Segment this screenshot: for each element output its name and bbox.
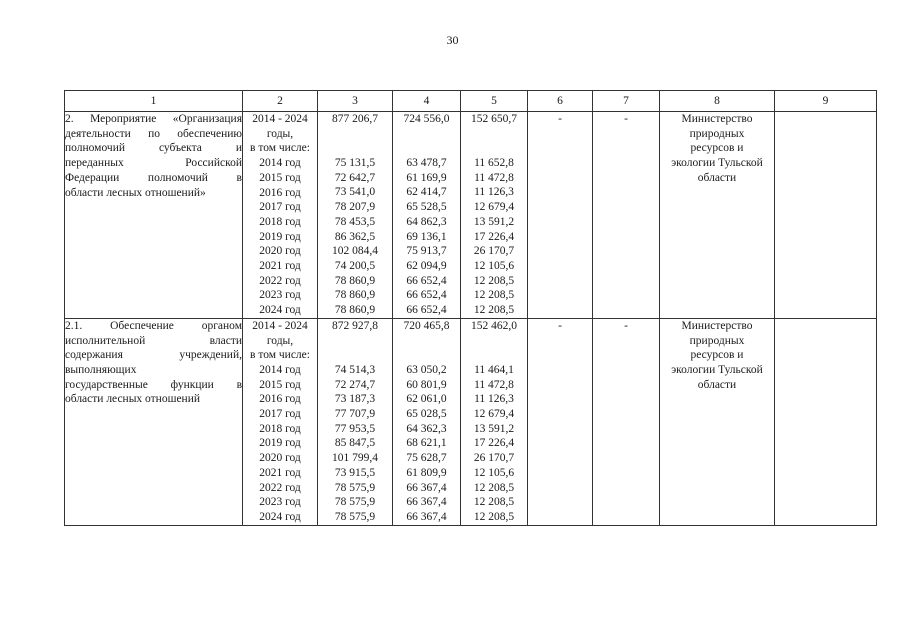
year-amount: 78 860,9 [334,304,376,317]
year-amount: 66 652,4 [406,289,447,302]
total-amount: 152 650,7 [471,113,517,125]
spacer [318,127,392,142]
spacer [393,334,460,349]
year-amount: 74 200,5 [334,260,376,272]
year-amount: 75 131,5 [334,157,376,170]
year-amount: 77 707,9 [334,408,376,421]
year-label: 2020 год [259,245,301,258]
activity-name-line: полномочий субъекта и [65,142,242,155]
spacer [393,348,460,363]
amount-cell-col3 [318,112,393,319]
year-label: 2016 год [259,186,301,199]
col6-cell [528,318,593,525]
year-amount: 11 472,8 [474,171,514,184]
header-cell: 1 [65,91,243,112]
year-label: 2015 год [259,378,301,391]
dash-value: - [558,113,562,125]
year-amount: 101 799,4 [332,452,378,465]
year-amount: 17 226,4 [473,437,515,450]
activity-row [65,318,877,525]
year-amount: 13 591,2 [473,422,515,435]
year-amount: 17 226,4 [473,230,515,243]
year-amount: 75 913,7 [406,245,447,258]
year-amount: 73 915,5 [334,466,376,479]
year-amount: 72 274,7 [334,378,376,391]
spacer [393,127,460,142]
amount-cell-col4 [393,112,461,319]
year-label: 2021 год [259,466,301,479]
activity-name-line: области лесных отношений» [65,186,206,199]
executor-line: природных [689,334,745,347]
year-amount: 78 575,9 [334,481,376,494]
header-row [65,91,877,112]
header-cell: 3 [318,91,393,112]
header-cell: 4 [393,91,461,112]
year-amount: 63 050,2 [406,363,447,376]
amount-cell-col5 [461,112,528,319]
program-table [64,90,877,526]
header-cell: 9 [775,91,877,112]
table-body [65,91,877,526]
executor-line: ресурсов и [690,142,744,155]
dash-value: - [558,319,562,332]
spacer [461,127,527,142]
col7-cell [593,318,660,525]
executor-line: области [697,171,737,184]
period-cell [243,112,318,319]
year-amount: 26 170,7 [473,452,515,465]
spacer [318,334,392,349]
year-amount: 62 414,7 [406,186,447,199]
year-label: 2023 год [259,289,301,302]
year-label: 2022 год [259,481,301,494]
year-amount: 11 472,8 [474,378,514,391]
period-years-word: годы, [266,127,294,140]
year-amount: 78 575,9 [334,510,376,523]
header-cell: 7 [593,91,660,112]
year-amount: 78 860,9 [334,274,376,287]
spacer [461,348,527,363]
year-amount: 26 170,7 [473,245,515,258]
activity-name-line: государственные функции в [65,378,242,391]
year-label: 2015 год [259,171,301,184]
activity-name-cell [65,318,243,525]
total-amount: 152 462,0 [471,319,517,332]
col6-cell [528,112,593,319]
year-amount: 11 126,3 [474,186,514,199]
executor-cell [660,318,775,525]
year-label: 2019 год [259,230,301,243]
year-amount: 12 208,5 [473,496,515,509]
year-amount: 65 528,5 [406,201,447,214]
activity-row [65,112,877,319]
year-amount: 72 642,7 [334,171,376,184]
year-label: 2020 год [259,452,301,465]
period-cell [243,318,318,525]
spacer [461,334,527,349]
year-amount: 12 105,6 [473,466,515,479]
total-amount: 724 556,0 [403,113,450,125]
year-amount: 12 208,5 [473,510,515,523]
year-amount: 12 679,4 [473,408,515,421]
year-amount: 62 094,9 [406,260,447,272]
year-amount: 78 860,9 [334,289,376,302]
executor-line: ресурсов и [690,349,744,362]
year-amount: 86 362,5 [334,230,376,243]
executor-line: экологии Тульской [671,363,763,376]
header-cell: 8 [660,91,775,112]
executor-line: природных [689,127,745,140]
year-amount: 74 514,3 [334,363,376,376]
including-label: в том числе: [250,142,310,155]
empty-cell [775,112,877,319]
header-cell: 2 [243,91,318,112]
activity-name-line: деятельности по обеспечению [65,127,242,140]
period-range: 2014 - 2024 [252,113,308,125]
year-label: 2017 год [259,201,301,214]
year-amount: 12 208,5 [473,481,515,494]
period-years-word: годы, [266,334,294,347]
year-amount: 85 847,5 [334,437,376,450]
activity-name-line: исполнительной власти [65,334,242,347]
year-amount: 77 953,5 [334,422,376,435]
year-amount: 63 478,7 [406,157,447,170]
year-label: 2017 год [259,408,301,421]
page-number: 30 [446,33,459,47]
year-label: 2022 год [259,274,301,287]
year-amount: 66 652,4 [406,274,447,287]
year-amount: 68 621,1 [406,437,447,450]
year-amount: 75 628,7 [406,452,447,465]
year-label: 2023 год [259,496,301,509]
year-amount: 66 652,4 [406,304,447,317]
total-amount: 872 927,8 [332,319,378,332]
year-amount: 12 105,6 [473,260,515,272]
year-amount: 11 652,8 [474,157,514,170]
spacer [461,141,527,156]
activity-name-line: области лесных отношений [65,393,201,406]
executor-line: экологии Тульской [671,157,763,170]
year-amount: 62 061,0 [406,393,447,406]
year-label: 2018 год [259,215,301,228]
year-label: 2014 год [259,363,301,376]
year-amount: 64 362,3 [406,422,447,435]
year-amount: 66 367,4 [406,510,447,523]
executor-cell [660,112,775,319]
year-amount: 61 809,9 [406,466,447,479]
year-amount: 12 208,5 [473,304,515,317]
year-label: 2024 год [259,304,301,317]
year-amount: 65 028,5 [406,408,447,421]
executor-line: области [697,378,737,391]
year-amount: 66 367,4 [406,481,447,494]
activity-name-cell [65,112,243,319]
amount-cell-col5 [461,318,528,525]
year-amount: 102 084,4 [332,245,378,258]
year-amount: 66 367,4 [406,496,447,509]
activity-name-line: содержания учреждений, [65,349,242,362]
activity-name-line: выполняющих [65,363,137,376]
year-amount: 11 464,1 [474,363,514,376]
year-amount: 61 169,9 [406,171,447,184]
year-amount: 13 591,2 [473,215,515,228]
dash-value: - [624,113,628,125]
spacer [393,141,460,156]
year-amount: 60 801,9 [406,378,447,391]
year-amount: 11 126,3 [474,393,514,406]
year-label: 2024 год [259,510,301,523]
year-label: 2016 год [259,393,301,406]
year-amount: 78 207,9 [334,201,376,214]
including-label: в том числе: [250,349,310,362]
year-amount: 12 679,4 [473,201,515,214]
amount-cell-col4 [393,318,461,525]
year-amount: 12 208,5 [473,289,515,302]
year-label: 2014 год [259,157,301,170]
period-range: 2014 - 2024 [252,319,308,332]
year-amount: 69 136,1 [406,230,447,243]
total-amount: 877 206,7 [332,113,378,125]
year-label: 2021 год [259,260,301,273]
total-amount: 720 465,8 [403,319,450,332]
executor-line: Министерство [681,319,753,332]
activity-name-line: переданных Российской [65,157,242,170]
year-amount: 78 575,9 [334,496,376,509]
executor-line: Министерство [681,113,753,125]
spacer [318,348,392,363]
year-label: 2019 год [259,437,301,450]
year-amount: 73 541,0 [334,186,376,199]
header-cell: 5 [461,91,528,112]
col7-cell [593,112,660,319]
empty-cell [775,318,877,525]
activity-name-line: 2. Мероприятие «Организация [65,113,242,125]
year-amount: 78 453,5 [334,215,376,228]
amount-cell-col3 [318,318,393,525]
year-amount: 12 208,5 [473,274,515,287]
year-amount: 73 187,3 [334,393,376,406]
header-cell: 6 [528,91,593,112]
activity-name-line: Федерации полномочий в [65,171,242,184]
year-amount: 64 862,3 [406,215,447,228]
dash-value: - [624,319,628,332]
activity-name-line: 2.1. Обеспечение органом [65,319,242,332]
spacer [318,141,392,156]
year-label: 2018 год [259,422,301,435]
